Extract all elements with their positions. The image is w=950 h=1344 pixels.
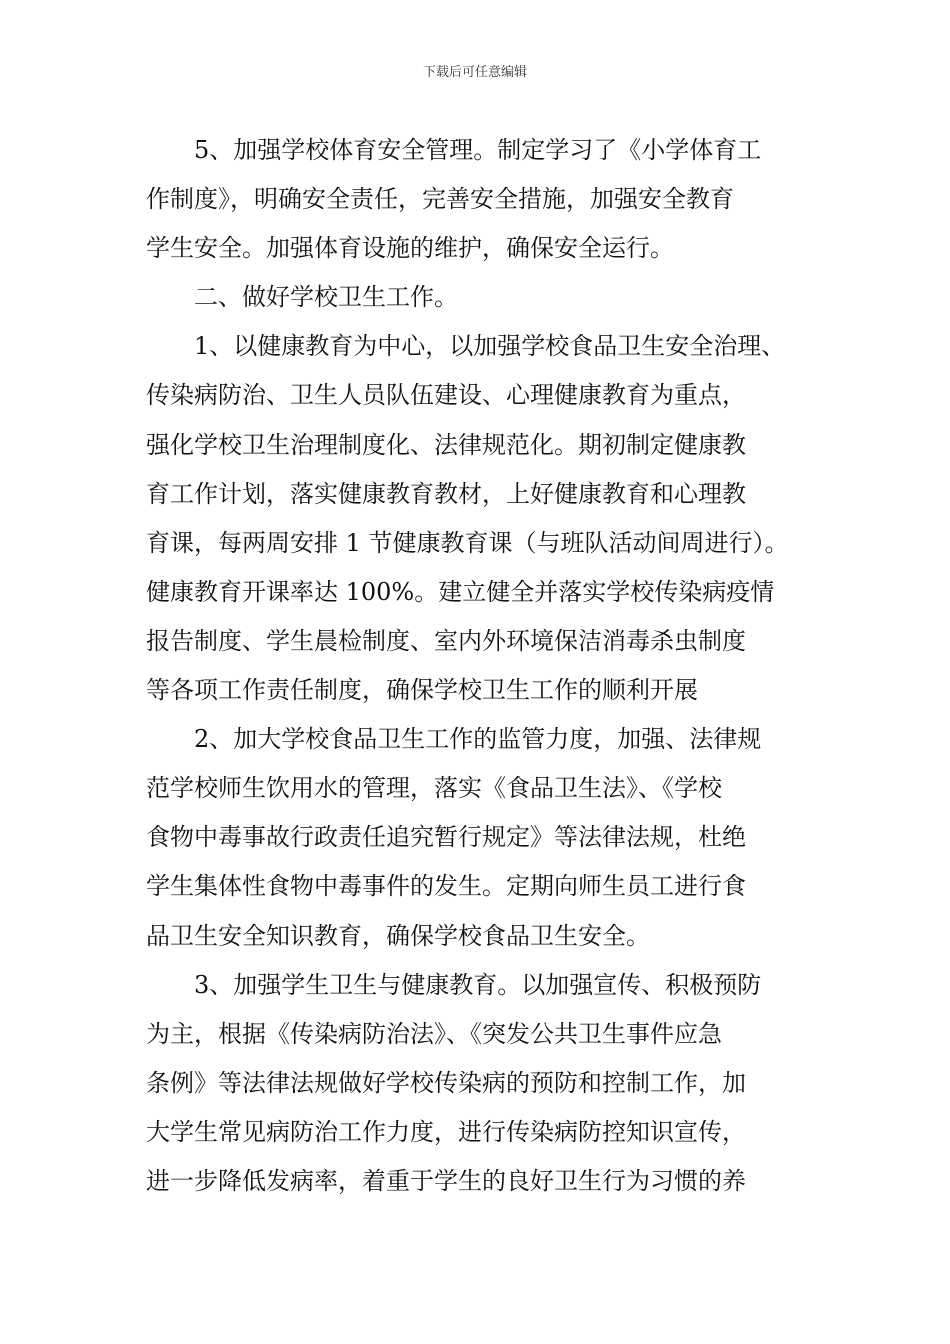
text-line: 作制度》，明确安全责任，完善安全措施，加强安全教育 [146,185,734,214]
text-line: 1、以健康教育为中心，以加强学校食品卫生安全治理、 [194,332,786,361]
text-line: 健康教育开课率达 100%。建立健全并落实学校传染病疫情 [146,577,775,606]
text-line: 学生安全。加强体育设施的维护，确保安全运行。 [146,234,674,263]
text-line: 育课，每两周安排 1 节健康教育课（与班队活动间周进行）。 [146,528,789,557]
text-line: 5、加强学校体育安全管理。制定学习了《小学体育工 [194,136,762,164]
text-line: 2、加大学校食品卫生工作的监管力度，加强、法律规 [194,725,762,754]
section-heading: 二、做好学校卫生工作。 [194,283,458,312]
text-line: 食物中毒事故行政责任追究暂行规定》等法律法规，杜绝 [146,823,746,852]
text-line: 等各项工作责任制度，确保学校卫生工作的顺利开展 [146,676,698,705]
text-line: 进一步降低发病率，着重于学生的良好卫生行为习惯的养 [146,1166,746,1195]
page-header: 下载后可任意编辑 [422,65,527,80]
text-line: 育工作计划，落实健康教育教材，上好健康教育和心理教 [146,479,746,508]
text-line: 3、加强学生卫生与健康教育。以加强宣传、积极预防 [194,970,762,999]
text-line: 为主，根据《传染病防治法》、《突发公共卫生事件应急 [146,1019,722,1048]
text-line: 条例》等法律法规做好学校传染病的预防和控制工作，加 [146,1068,746,1097]
text-line: 强化学校卫生治理制度化、法律规范化。期初制定健康教 [146,430,746,459]
text-line: 学生集体性食物中毒事件的发生。定期向师生员工进行食 [146,872,746,901]
text-line: 品卫生安全知识教育，确保学校食品卫生安全。 [146,921,650,950]
text-line: 报告制度、学生晨检制度、室内外环境保洁消毒杀虫制度 [146,626,746,655]
text-line: 传染病防治、卫生人员队伍建设、心理健康教育为重点， [146,381,746,410]
text-line: 大学生常见病防治工作力度，进行传染病防控知识宣传， [146,1117,746,1146]
document-body [146,126,826,1206]
text-line: 范学校师生饮用水的管理，落实《食品卫生法》、《学校 [146,774,722,803]
